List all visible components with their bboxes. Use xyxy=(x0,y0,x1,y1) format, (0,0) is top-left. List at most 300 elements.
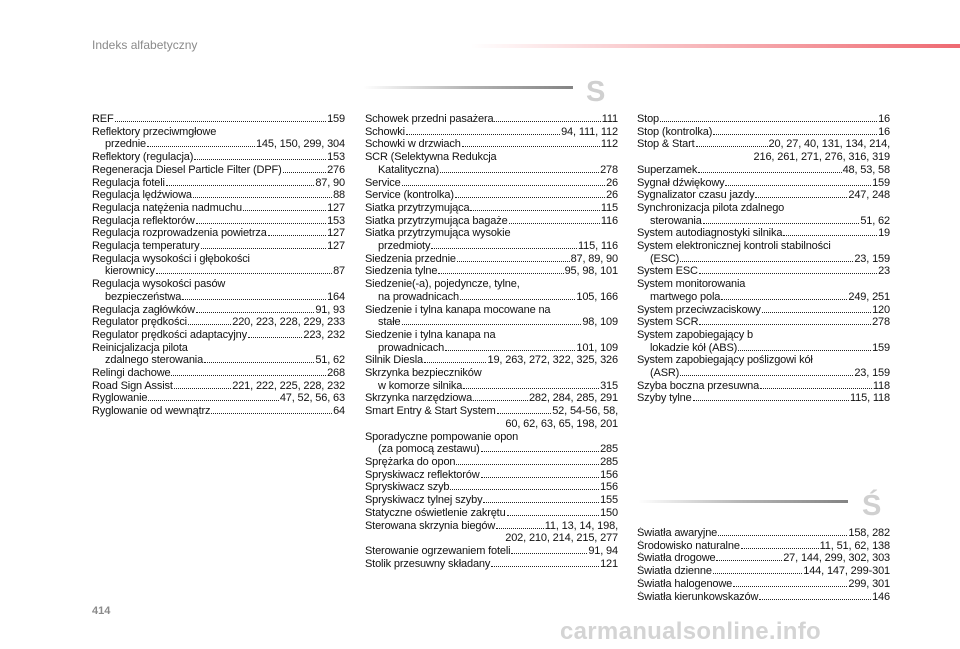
index-entry xyxy=(365,392,618,405)
dot-leader xyxy=(721,299,847,300)
index-page-refs: 111 xyxy=(601,113,618,125)
index-term: Stolik przesuwny składany xyxy=(365,557,491,570)
index-line xyxy=(365,215,618,228)
index-line xyxy=(365,558,618,571)
index-term: Sterowanie ogrzewaniem foteli xyxy=(365,544,511,557)
index-entry xyxy=(92,202,345,215)
index-page-refs: 127 xyxy=(327,201,345,214)
dot-leader xyxy=(201,248,327,249)
dot-leader xyxy=(509,223,600,224)
index-line xyxy=(92,380,345,393)
index-entry xyxy=(92,164,345,177)
index-page-refs: 87 xyxy=(333,265,345,278)
index-page-refs: 221, 222, 225, 228, 232 xyxy=(232,379,345,392)
index-line xyxy=(637,540,890,553)
index-page-refs: 88 xyxy=(333,189,345,202)
index-entry xyxy=(365,202,618,215)
index-line xyxy=(92,354,345,367)
index-entry xyxy=(365,113,618,126)
dot-leader xyxy=(248,337,302,338)
index-column-2 xyxy=(365,113,618,570)
index-entry xyxy=(637,578,890,591)
dot-leader xyxy=(699,273,877,274)
index-entry xyxy=(365,189,618,202)
index-term: zdalnego sterowania xyxy=(105,354,204,367)
index-term: Sygnalizator czasu jazdy xyxy=(637,189,755,202)
index-line xyxy=(92,278,345,291)
index-line xyxy=(92,164,345,177)
index-entry xyxy=(365,253,618,266)
index-page-refs: 51, 62 xyxy=(860,214,890,227)
index-line xyxy=(365,545,618,558)
index-term: Reinicjalizacja pilota xyxy=(92,341,188,354)
index-entry xyxy=(365,431,618,456)
index-line xyxy=(92,177,345,190)
index-term: SCR (Selektywna Redukcja xyxy=(365,151,497,164)
index-term: (ASR) xyxy=(650,367,680,380)
dot-leader xyxy=(491,566,599,567)
dot-leader xyxy=(718,535,847,536)
index-line xyxy=(365,227,618,240)
index-term: Regulacja temperatury xyxy=(92,240,200,253)
index-page-refs: 285 xyxy=(600,443,618,456)
index-term: Światła dzienne xyxy=(637,565,712,578)
index-term: Stop xyxy=(637,113,660,125)
index-line xyxy=(637,329,890,342)
index-column-3b xyxy=(637,527,890,603)
index-line xyxy=(365,164,618,177)
dot-leader xyxy=(497,413,552,414)
dot-leader xyxy=(698,172,841,173)
index-term: Regulator prędkości adaptacyjny xyxy=(92,328,247,341)
dot-leader xyxy=(481,477,600,478)
index-term: Siatka przytrzymująca wysokie xyxy=(365,227,511,240)
index-page-refs: 47, 52, 56, 63 xyxy=(279,392,345,405)
dot-leader xyxy=(494,121,600,122)
index-page-refs: 51, 62 xyxy=(315,354,345,367)
index-line xyxy=(92,202,345,215)
index-term: Statyczne oświetlenie zakrętu xyxy=(365,506,506,519)
index-page-refs: 202, 210, 214, 215, 277 xyxy=(505,532,618,545)
index-entry xyxy=(637,591,890,604)
index-page-refs: 98, 109 xyxy=(582,316,618,329)
watermark: carmanualsonline.info xyxy=(560,618,822,645)
index-line xyxy=(637,215,890,228)
index-term: Regulacja wysokości i głębokości xyxy=(92,252,250,265)
index-line xyxy=(92,138,345,151)
index-term: Szyby tylne xyxy=(637,392,692,405)
index-page-refs: 11, 51, 62, 138 xyxy=(819,539,890,552)
index-line xyxy=(637,189,890,202)
index-term: Siedzenia przednie xyxy=(365,252,456,265)
index-term: Siedzenia tylne xyxy=(365,265,438,278)
dot-leader xyxy=(733,586,847,587)
index-entry xyxy=(365,405,618,430)
index-line xyxy=(365,469,618,482)
index-line xyxy=(637,202,890,215)
index-term: Superzamek xyxy=(637,163,698,176)
index-term: Reflektory przeciwmgłowe xyxy=(92,125,217,138)
index-page-refs: 101, 109 xyxy=(576,341,618,354)
index-entry xyxy=(637,329,890,354)
index-term: System przeciwzaciskowy xyxy=(637,303,761,316)
index-line xyxy=(637,240,890,253)
index-term: sterowania xyxy=(650,214,702,227)
index-term: Regulacja foteli xyxy=(92,176,165,189)
index-line xyxy=(92,291,345,304)
index-line xyxy=(92,215,345,228)
index-line xyxy=(365,138,618,151)
index-term: Service xyxy=(365,176,401,189)
index-term: Regulacja lędźwiowa xyxy=(92,189,192,202)
dot-leader xyxy=(204,362,314,363)
index-entry xyxy=(365,456,618,469)
dot-leader xyxy=(147,146,255,147)
index-line xyxy=(365,342,618,355)
index-term: Regulacja reflektorów xyxy=(92,214,195,227)
index-term: kierownicy xyxy=(105,265,155,278)
index-entry xyxy=(365,227,618,252)
index-page-refs: 64 xyxy=(333,405,345,418)
dot-leader xyxy=(438,273,563,274)
index-term: prowadnicach xyxy=(378,341,445,354)
index-term: przedmioty xyxy=(378,240,431,253)
dot-leader xyxy=(115,121,327,122)
index-line xyxy=(637,253,890,266)
index-line xyxy=(365,405,618,418)
index-entry xyxy=(365,151,618,176)
index-line xyxy=(637,527,890,540)
index-entry xyxy=(365,265,618,278)
index-line xyxy=(637,138,890,151)
index-line xyxy=(365,113,618,126)
index-entry xyxy=(365,138,618,151)
index-term: martwego pola xyxy=(650,290,721,303)
index-entry xyxy=(637,126,890,139)
dot-leader xyxy=(755,197,847,198)
index-entry xyxy=(637,177,890,190)
index-entry xyxy=(92,380,345,393)
index-page-refs: 91, 94 xyxy=(588,544,618,557)
index-page-refs: 153 xyxy=(327,151,345,164)
index-entry xyxy=(637,138,890,163)
index-page-refs: 87, 89, 90 xyxy=(570,252,618,265)
index-line xyxy=(637,367,890,380)
dot-leader xyxy=(194,159,326,160)
index-page-refs: 115, 116 xyxy=(578,240,618,253)
index-term: Regulacja wysokości pasów xyxy=(92,278,226,291)
index-entry xyxy=(92,367,345,380)
dot-leader xyxy=(511,553,587,554)
index-term: Szyba boczna przesuwna xyxy=(637,379,760,392)
index-entry xyxy=(637,380,890,393)
index-term: REF xyxy=(92,113,114,125)
index-page-refs: 315 xyxy=(600,379,618,392)
dot-leader xyxy=(716,560,782,561)
dot-leader xyxy=(445,350,575,351)
index-page-refs: 159 xyxy=(872,341,890,354)
index-page-refs: 23, 159 xyxy=(854,252,890,265)
index-entry xyxy=(92,392,345,405)
index-term: Siatka przytrzymująca bagaże xyxy=(365,214,508,227)
index-column-3 xyxy=(637,113,890,405)
index-line xyxy=(637,151,890,164)
index-entry xyxy=(365,367,618,392)
dot-leader xyxy=(196,223,326,224)
index-page-refs: 120 xyxy=(872,303,890,316)
index-line xyxy=(365,265,618,278)
index-term: Regulator prędkości xyxy=(92,316,187,329)
index-page-refs: 19 xyxy=(878,227,890,240)
dot-leader xyxy=(713,573,802,574)
index-term: Schowek przedni pasażera xyxy=(365,113,494,125)
dot-leader xyxy=(470,210,599,211)
section-divider-s xyxy=(363,86,573,89)
index-entry xyxy=(92,126,345,151)
dot-leader xyxy=(741,548,819,549)
dot-leader xyxy=(460,299,575,300)
index-line xyxy=(637,113,890,126)
index-entry xyxy=(365,545,618,558)
index-page-refs: 164 xyxy=(327,290,345,303)
index-page-refs: 299, 301 xyxy=(848,577,890,590)
dot-leader xyxy=(193,197,332,198)
index-page-refs: 115 xyxy=(600,201,618,214)
index-column-1 xyxy=(92,113,345,418)
index-term: Spryskiwacz tylnej szyby xyxy=(365,494,483,507)
index-page-refs: 268 xyxy=(327,367,345,380)
index-entry xyxy=(92,151,345,164)
index-page-refs: 52, 54-56, 58, xyxy=(552,405,618,418)
index-entry xyxy=(637,552,890,565)
dot-leader xyxy=(243,210,326,211)
index-entry xyxy=(637,265,890,278)
index-page-refs: 16 xyxy=(878,125,890,138)
dot-leader xyxy=(713,134,877,135)
dot-leader xyxy=(440,172,599,173)
index-line xyxy=(365,456,618,469)
dot-leader xyxy=(450,489,599,490)
index-page-refs: 105, 166 xyxy=(576,290,618,303)
index-page-refs: 16 xyxy=(878,113,890,125)
dot-leader xyxy=(148,400,278,401)
index-term: System SCR xyxy=(637,316,699,329)
index-line xyxy=(637,304,890,317)
dot-leader xyxy=(703,223,860,224)
index-line xyxy=(92,227,345,240)
index-term: Regulacja zagłówków xyxy=(92,303,195,316)
index-line xyxy=(637,380,890,393)
index-entry xyxy=(92,227,345,240)
index-line xyxy=(365,367,618,380)
index-page-refs: 116 xyxy=(600,214,618,227)
index-line xyxy=(365,329,618,342)
index-line xyxy=(365,520,618,533)
index-page-refs: 150 xyxy=(600,506,618,519)
index-entry xyxy=(637,540,890,553)
section-letter-s-acute: Ś xyxy=(862,490,882,522)
dot-leader xyxy=(456,464,599,465)
index-page-refs: 159 xyxy=(872,176,890,189)
index-line xyxy=(365,494,618,507)
index-page-refs: 156 xyxy=(600,481,618,494)
index-term: w komorze silnika xyxy=(378,379,463,392)
dot-leader xyxy=(725,185,871,186)
index-page-refs: 127 xyxy=(327,227,345,240)
index-term: Regulacja natężenia nadmuchu xyxy=(92,201,242,214)
index-page-refs: 121 xyxy=(600,557,618,570)
index-term: System ESC xyxy=(637,265,698,278)
dot-leader xyxy=(660,121,877,122)
dot-leader xyxy=(483,502,599,503)
index-term: (za pomocą zestawu) xyxy=(378,443,480,456)
index-page-refs: 112 xyxy=(600,138,618,151)
index-term: lokadzie kół (ABS) xyxy=(650,341,738,354)
index-line xyxy=(92,151,345,164)
index-line xyxy=(637,227,890,240)
index-term: Regulacja rozprowadzenia powietrza xyxy=(92,227,267,240)
index-term: Spryskiwacz reflektorów xyxy=(365,468,480,481)
index-page-refs: 26 xyxy=(606,189,618,202)
index-entry xyxy=(365,481,618,494)
index-line xyxy=(637,342,890,355)
header-accent-line xyxy=(470,44,960,48)
index-term: Synchronizacja pilota zdalnego xyxy=(637,201,785,214)
index-line xyxy=(637,552,890,565)
index-page-refs: 94, 111, 112 xyxy=(561,125,618,138)
index-page-refs: 115, 118 xyxy=(850,392,890,405)
index-entry xyxy=(365,494,618,507)
dot-leader xyxy=(182,299,326,300)
index-page-refs: 19, 263, 272, 322, 325, 326 xyxy=(487,354,618,367)
index-entry xyxy=(637,240,890,265)
index-term: Skrzynka narzędziowa xyxy=(365,392,473,405)
index-entry xyxy=(92,329,345,342)
dot-leader xyxy=(507,515,600,516)
index-term: Schowki xyxy=(365,125,405,138)
index-term: Siedzenie i tylna kanapa mocowane na xyxy=(365,303,551,316)
dot-leader xyxy=(762,312,871,313)
index-line xyxy=(365,380,618,393)
index-entry xyxy=(365,304,618,329)
index-page-refs: 48, 53, 58 xyxy=(842,163,890,176)
index-line xyxy=(365,443,618,456)
index-term: Spryskiwacz szyb xyxy=(365,481,450,494)
index-line xyxy=(365,126,618,139)
index-line xyxy=(637,316,890,329)
index-line xyxy=(92,113,345,126)
index-entry xyxy=(637,354,890,379)
index-term: Schowki w drzwiach xyxy=(365,138,461,151)
page-number: 414 xyxy=(92,605,111,617)
index-line xyxy=(365,291,618,304)
index-term: na prowadnicach xyxy=(378,290,459,303)
index-page-refs: 282, 284, 285, 291 xyxy=(528,392,618,405)
index-page-refs: 249, 251 xyxy=(848,290,890,303)
index-line xyxy=(365,507,618,520)
index-term: Światła drogowe xyxy=(637,552,716,565)
index-line xyxy=(637,578,890,591)
index-line xyxy=(637,278,890,291)
index-term: Światła halogenowe xyxy=(637,577,733,590)
index-line xyxy=(637,164,890,177)
index-line xyxy=(365,253,618,266)
index-term: Ryglowanie xyxy=(92,392,148,405)
index-line xyxy=(365,202,618,215)
dot-leader xyxy=(463,388,599,389)
index-page-refs: 27, 144, 299, 302, 303 xyxy=(783,552,890,565)
index-term: Smart Entry & Start System xyxy=(365,405,496,418)
index-entry xyxy=(637,565,890,578)
index-page-refs: 91, 93 xyxy=(315,303,345,316)
index-page-refs: 95, 98, 101 xyxy=(564,265,618,278)
index-entry xyxy=(365,177,618,190)
index-entry xyxy=(365,520,618,545)
dot-leader xyxy=(693,400,849,401)
index-term: System elektronicznej kontroli stabilności xyxy=(637,240,831,253)
index-term: System monitorowania xyxy=(637,278,746,291)
index-line xyxy=(365,418,618,431)
index-line xyxy=(92,392,345,405)
index-page-refs: 11, 13, 14, 198, xyxy=(544,519,618,532)
index-term: Siedzenie(-a), pojedyncze, tylne, xyxy=(365,278,520,291)
index-term: Światła awaryjne xyxy=(637,527,718,539)
index-entry xyxy=(637,189,890,202)
index-term: Siatka przytrzymująca xyxy=(365,201,470,214)
index-line xyxy=(365,240,618,253)
dot-leader xyxy=(680,261,853,262)
index-line xyxy=(92,126,345,139)
index-term: System autodiagnostyki silnika xyxy=(637,227,783,240)
index-term: Sterowana skrzynia biegów xyxy=(365,519,496,532)
index-entry xyxy=(637,278,890,303)
dot-leader xyxy=(680,375,853,376)
index-entry xyxy=(637,304,890,317)
index-term: (ESC) xyxy=(650,252,680,265)
index-entry xyxy=(365,126,618,139)
dot-leader xyxy=(699,324,871,325)
index-entry xyxy=(637,113,890,126)
index-page-refs: 276 xyxy=(327,163,345,176)
index-line xyxy=(637,126,890,139)
section-divider-s-acute xyxy=(638,500,848,503)
index-term: System zapobiegający poślizgowi kół xyxy=(637,354,813,367)
index-line xyxy=(92,316,345,329)
index-page-refs: 20, 27, 40, 131, 134, 214, xyxy=(768,138,890,151)
index-entry xyxy=(365,469,618,482)
index-page-refs: 159 xyxy=(327,113,345,125)
index-page-refs: 155 xyxy=(600,494,618,507)
index-entry xyxy=(92,215,345,228)
index-entry xyxy=(365,354,618,367)
index-page-refs: 144, 147, 299-301 xyxy=(803,565,890,578)
index-term: Sygnał dźwiękowy xyxy=(637,176,725,189)
index-entry xyxy=(92,240,345,253)
index-entry xyxy=(92,177,345,190)
index-line xyxy=(637,354,890,367)
index-line xyxy=(365,316,618,329)
dot-leader xyxy=(188,324,231,325)
index-line xyxy=(637,392,890,405)
dot-leader xyxy=(760,388,872,389)
index-line xyxy=(92,265,345,278)
index-line xyxy=(365,392,618,405)
dot-leader xyxy=(431,248,577,249)
index-page-refs: 118 xyxy=(872,379,890,392)
index-page-refs: 153 xyxy=(327,214,345,227)
index-entry xyxy=(365,558,618,571)
page-title: Indeks alfabetyczny xyxy=(92,38,198,52)
